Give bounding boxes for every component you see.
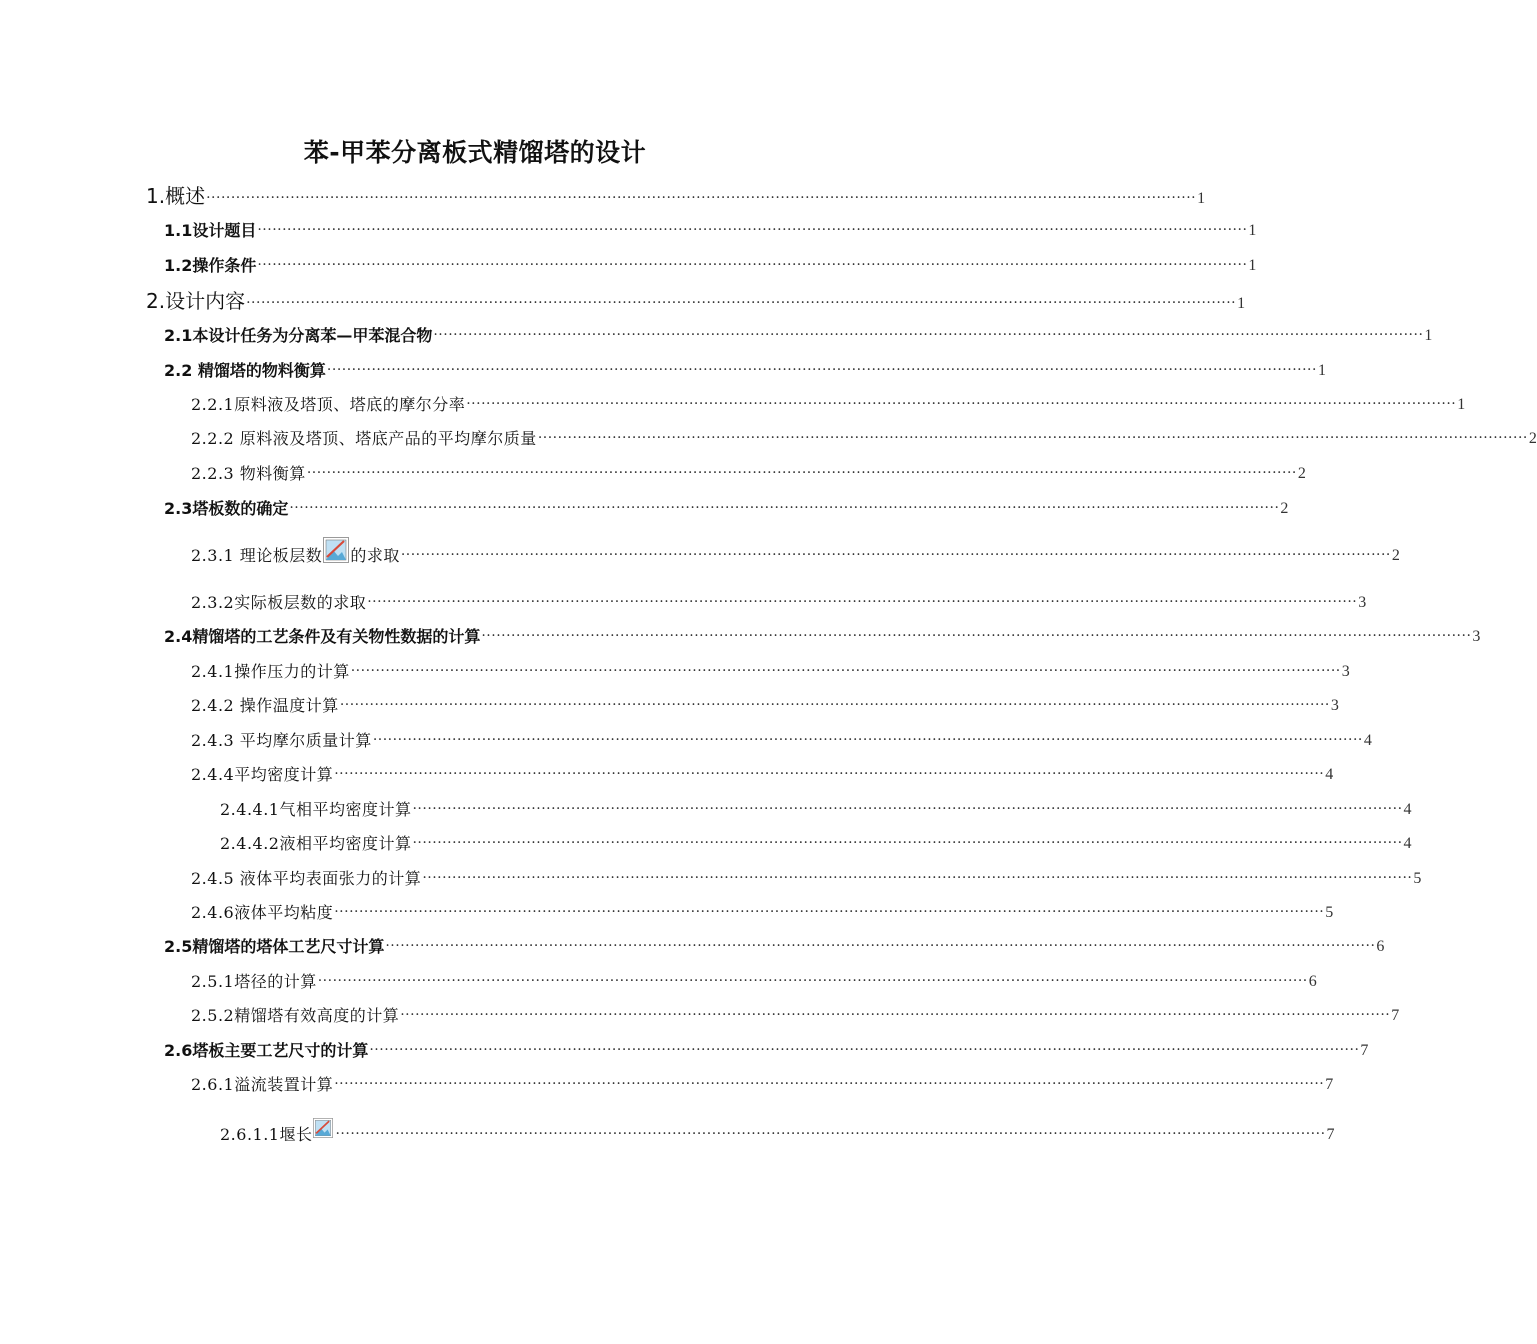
toc-label: 2.2 精馏塔的物料衡算 xyxy=(164,361,326,380)
toc-page-number: 1 xyxy=(1457,396,1466,413)
toc-entry-2-4-6[interactable] xyxy=(191,900,1334,923)
toc-label: 2.3塔板数的确定 xyxy=(164,499,289,518)
toc-leader-dots: ········································································································································································································ xyxy=(257,257,1248,273)
toc-label: 2.6.1溢流装置计算 xyxy=(191,1075,334,1094)
toc-page-number: 5 xyxy=(1413,870,1422,887)
toc-label-text: 2.3.1 理论板层数 xyxy=(191,546,323,565)
toc-leader-dots: ········································································································································································································ xyxy=(481,628,1472,644)
toc-entry-1[interactable] xyxy=(146,180,1206,209)
toc-label: 2.4.4平均密度计算 xyxy=(191,765,334,784)
toc-leader-dots: ········································································································································································································ xyxy=(257,222,1248,238)
toc-entry-2-2-3[interactable] xyxy=(191,461,1306,484)
toc-label: 2.4.1操作压力的计算 xyxy=(191,662,350,681)
toc-page-number: 4 xyxy=(1403,835,1412,852)
toc-label: 2.4.4.2液相平均密度计算 xyxy=(220,834,412,853)
toc-leader-dots: ········································································································································································································ xyxy=(400,547,1391,563)
toc-leader-dots: ········································································································································································································ xyxy=(367,594,1358,610)
toc-entry-2-2-2[interactable] xyxy=(191,426,1537,449)
toc-entry-2-1[interactable] xyxy=(164,323,1433,346)
toc-page-number: 2 xyxy=(1297,465,1306,482)
toc-entry-2-6-1[interactable] xyxy=(191,1072,1334,1095)
toc-leader-dots: ········································································································································································································ xyxy=(246,295,1237,311)
toc-leader-dots: ········································································································································································································ xyxy=(317,973,1308,989)
toc-page-number: 7 xyxy=(1326,1126,1335,1143)
toc-entry-2-6[interactable] xyxy=(164,1038,1369,1061)
toc-leader-dots: ········································································································································································································ xyxy=(433,327,1424,343)
toc-page-number: 5 xyxy=(1325,904,1334,921)
toc-label: 1.2操作条件 xyxy=(164,256,257,275)
toc-page-number: 3 xyxy=(1358,594,1367,611)
toc-entry-2-4-1[interactable] xyxy=(191,659,1350,682)
toc-entry-2-4-4-1[interactable] xyxy=(220,797,1412,820)
toc-entry-2-4-4-2[interactable] xyxy=(220,831,1412,854)
toc-leader-dots: ········································································································································································································ xyxy=(466,396,1457,412)
toc-page-number: 1 xyxy=(1197,190,1206,207)
toc-page-number: 1 xyxy=(1237,295,1246,312)
toc-label xyxy=(220,1114,334,1145)
toc-label: 2.设计内容 xyxy=(146,289,246,313)
toc-page-number: 2 xyxy=(1391,547,1400,564)
toc-label: 2.1本设计任务为分离苯—甲苯混合物 xyxy=(164,326,433,345)
toc-entry-2-5[interactable] xyxy=(164,934,1385,957)
toc-page-number: 3 xyxy=(1341,663,1350,680)
toc-label-text: 的求取 xyxy=(350,546,400,565)
toc-entry-2[interactable] xyxy=(146,285,1246,314)
toc-leader-dots: ········································································································································································································ xyxy=(334,904,1325,920)
toc-leader-dots: ········································································································································································································ xyxy=(385,938,1376,954)
toc-leader-dots: ········································································································································································································ xyxy=(369,1042,1360,1058)
toc-page-number: 1 xyxy=(1248,222,1257,239)
toc-label: 2.2.3 物料衡算 xyxy=(191,464,306,483)
toc-entry-2-4[interactable] xyxy=(164,624,1481,647)
toc-entry-2-2-1[interactable] xyxy=(191,392,1466,415)
toc-leader-dots: ········································································································································································································ xyxy=(335,1126,1326,1142)
toc-entry-2-3-2[interactable] xyxy=(191,590,1367,613)
toc-label: 2.3.2实际板层数的求取 xyxy=(191,593,367,612)
toc-leader-dots: ········································································································································································································ xyxy=(206,190,1197,206)
toc-page-number: 6 xyxy=(1376,938,1385,955)
toc-leader-dots: ········································································································································································································ xyxy=(289,500,1280,516)
toc-page-number: 1 xyxy=(1248,257,1257,274)
toc-entry-2-5-2[interactable] xyxy=(191,1003,1400,1026)
toc-entry-2-5-1[interactable] xyxy=(191,969,1317,992)
toc-label: 2.6塔板主要工艺尺寸的计算 xyxy=(164,1041,369,1060)
toc-leader-dots: ········································································································································································································ xyxy=(334,766,1325,782)
toc-leader-dots: ········································································································································································································ xyxy=(350,663,1341,679)
toc-page-number: 6 xyxy=(1308,973,1317,990)
toc-label: 2.4精馏塔的工艺条件及有关物性数据的计算 xyxy=(164,627,481,646)
toc-page-number: 7 xyxy=(1325,1076,1334,1093)
page-title: 苯-甲苯分离板式精馏塔的设计 xyxy=(303,138,647,167)
toc-label xyxy=(191,537,400,566)
toc-label: 2.4.2 操作温度计算 xyxy=(191,696,339,715)
toc-leader-dots: ········································································································································································································ xyxy=(400,1007,1391,1023)
toc-label: 1.1设计题目 xyxy=(164,221,257,240)
toc-page-number: 3 xyxy=(1472,628,1481,645)
toc-leader-dots: ········································································································································································································ xyxy=(339,697,1330,713)
broken-image-icon xyxy=(323,537,349,563)
toc-label: 2.2.1原料液及塔顶、塔底的摩尔分率 xyxy=(191,395,466,414)
toc-entry-2-3[interactable] xyxy=(164,496,1289,519)
toc-page-number: 7 xyxy=(1391,1007,1400,1024)
toc-leader-dots: ········································································································································································································ xyxy=(422,870,1413,886)
toc-entry-1-1[interactable] xyxy=(164,218,1257,241)
toc-label: 2.4.5 液体平均表面张力的计算 xyxy=(191,869,422,888)
toc-label: 2.4.6液体平均粘度 xyxy=(191,903,334,922)
toc-page-number: 7 xyxy=(1360,1042,1369,1059)
toc-page-number: 1 xyxy=(1424,327,1433,344)
toc-leader-dots: ········································································································································································································ xyxy=(334,1076,1325,1092)
toc-label: 2.5.2精馏塔有效高度的计算 xyxy=(191,1006,400,1025)
toc-entry-2-4-4[interactable] xyxy=(191,762,1334,785)
toc-label: 2.2.2 原料液及塔顶、塔底产品的平均摩尔质量 xyxy=(191,429,537,448)
toc-label: 2.4.4.1气相平均密度计算 xyxy=(220,800,412,819)
toc-label: 1.概述 xyxy=(146,184,206,208)
toc-leader-dots: ········································································································································································································ xyxy=(412,801,1403,817)
toc-leader-dots: ········································································································································································································ xyxy=(372,732,1363,748)
toc-entry-2-2[interactable] xyxy=(164,358,1326,381)
toc-entry-2-4-2[interactable] xyxy=(191,693,1339,716)
broken-image-icon xyxy=(313,1114,333,1142)
toc-label: 2.5精馏塔的塔体工艺尺寸计算 xyxy=(164,937,385,956)
toc-page-number: 4 xyxy=(1325,766,1334,783)
toc-entry-1-2[interactable] xyxy=(164,253,1257,276)
toc-page-number: 2 xyxy=(1528,430,1537,447)
toc-page-number: 2 xyxy=(1280,500,1289,517)
toc-leader-dots: ········································································································································································································ xyxy=(326,362,1317,378)
toc-entry-2-4-3[interactable] xyxy=(191,728,1372,751)
toc-page-number: 1 xyxy=(1317,362,1326,379)
toc-page-number: 4 xyxy=(1363,732,1372,749)
toc-leader-dots: ········································································································································································································ xyxy=(537,430,1528,446)
toc-label: 2.4.3 平均摩尔质量计算 xyxy=(191,731,372,750)
toc-entry-2-6-1-1[interactable] xyxy=(220,1114,1335,1145)
toc-entry-2-3-1[interactable] xyxy=(191,537,1400,566)
toc-leader-dots: ········································································································································································································ xyxy=(412,835,1403,851)
toc-entry-2-4-5[interactable] xyxy=(191,866,1422,889)
toc-page-number: 3 xyxy=(1330,697,1339,714)
toc-leader-dots: ········································································································································································································ xyxy=(306,465,1297,481)
toc-label-text: 2.6.1.1堰长 xyxy=(220,1125,313,1144)
toc-page-number: 4 xyxy=(1403,801,1412,818)
toc-label: 2.5.1塔径的计算 xyxy=(191,972,317,991)
